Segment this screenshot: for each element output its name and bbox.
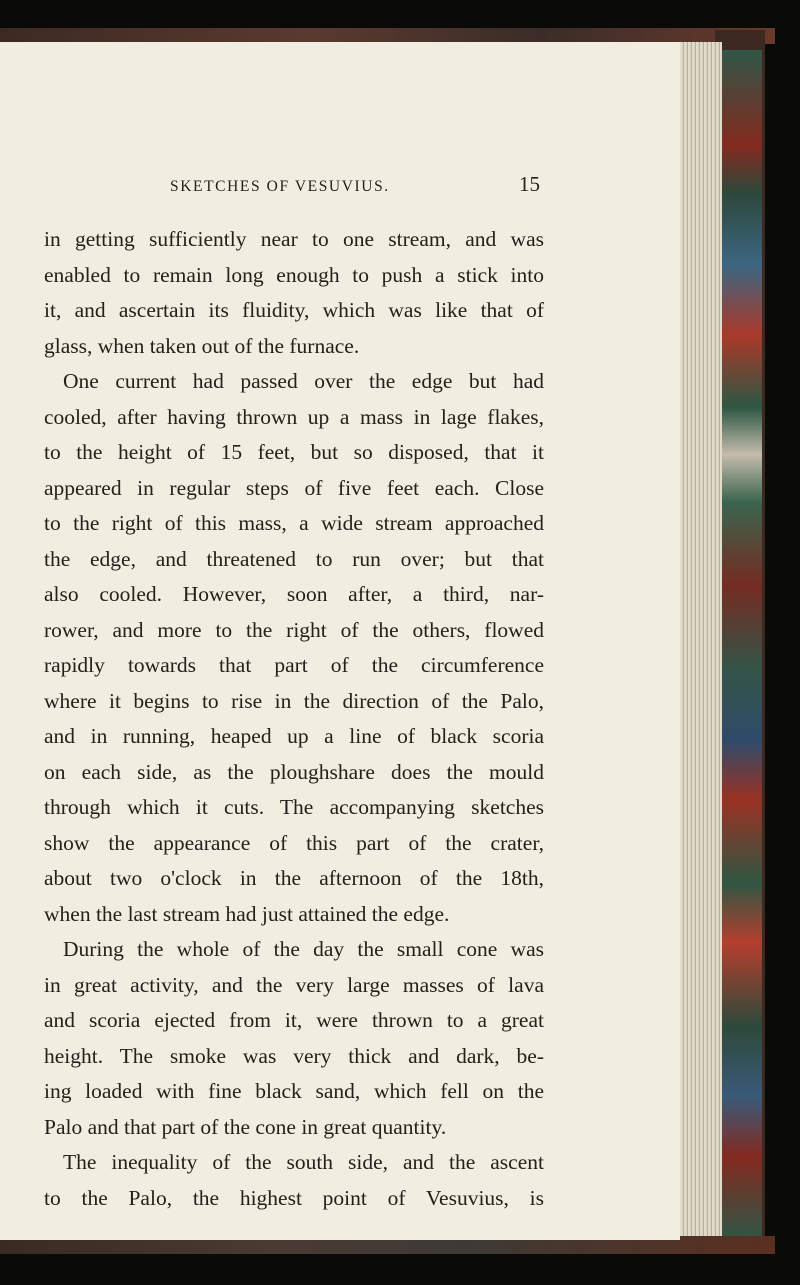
text-line: enabled to remain long enough to push a stick into	[44, 262, 544, 287]
text-line: through which it cuts. The accompanying sketches	[44, 795, 544, 819]
text-line: Palo and that part of the cone in great quantity.	[44, 1114, 447, 1139]
text-line: height. The smoke was very thick and dark, be-	[44, 1043, 544, 1068]
text-line: in getting sufficiently near to one stream, and was	[44, 227, 544, 251]
text-line: One current had passed over the edge but had	[63, 369, 544, 393]
text-line: ing loaded with fine black sand, which fell on the	[44, 1079, 544, 1103]
text-line: also cooled. However, soon after, a third, nar-	[44, 582, 544, 606]
text-line: and scoria ejected from it, were thrown to a great	[44, 1008, 544, 1032]
running-head	[170, 172, 540, 202]
text-line: where it begins to rise in the direction of the Palo,	[44, 688, 544, 713]
text-line: in great activity, and the very large masses of lava	[44, 972, 544, 997]
page-number: 15	[519, 172, 540, 196]
text-line: when the last stream had just attained the edge.	[44, 901, 450, 926]
text-line: appeared in regular steps of five feet each. Close	[44, 475, 544, 500]
text-line: it, and ascertain its fluidity, which was like that of	[44, 298, 544, 322]
text-line: to the Palo, the highest point of Vesuvius, is	[44, 1185, 544, 1210]
page-edges	[678, 42, 722, 1240]
text-line: rapidly towards that part of the circumference	[44, 653, 544, 677]
text-line: about two o'clock in the afternoon of the 18th,	[44, 866, 544, 890]
text-line: The inequality of the south side, and the ascent	[63, 1150, 544, 1174]
marbled-endpaper	[722, 50, 762, 1240]
text-line: cooled, after having thrown up a mass in lage flakes,	[44, 404, 544, 429]
text-line: on each side, as the ploughshare does the mould	[44, 759, 544, 784]
text-line: the edge, and threatened to run over; but that	[44, 546, 544, 571]
text-line: During the whole of the day the small cone was	[63, 937, 544, 961]
text-line: to the height of 15 feet, but so disposed, that it	[44, 440, 544, 464]
body-text	[44, 222, 544, 1216]
running-head-title: SKETCHES OF VESUVIUS.	[170, 178, 390, 195]
text-line: to the right of this mass, a wide stream approached	[44, 511, 544, 535]
text-line: show the appearance of this part of the crater,	[44, 830, 544, 855]
text-line: rower, and more to the right of the others, flowed	[44, 617, 544, 642]
text-line: glass, when taken out of the furnace.	[44, 333, 360, 358]
text-line: and in running, heaped up a line of black scoria	[44, 724, 544, 748]
